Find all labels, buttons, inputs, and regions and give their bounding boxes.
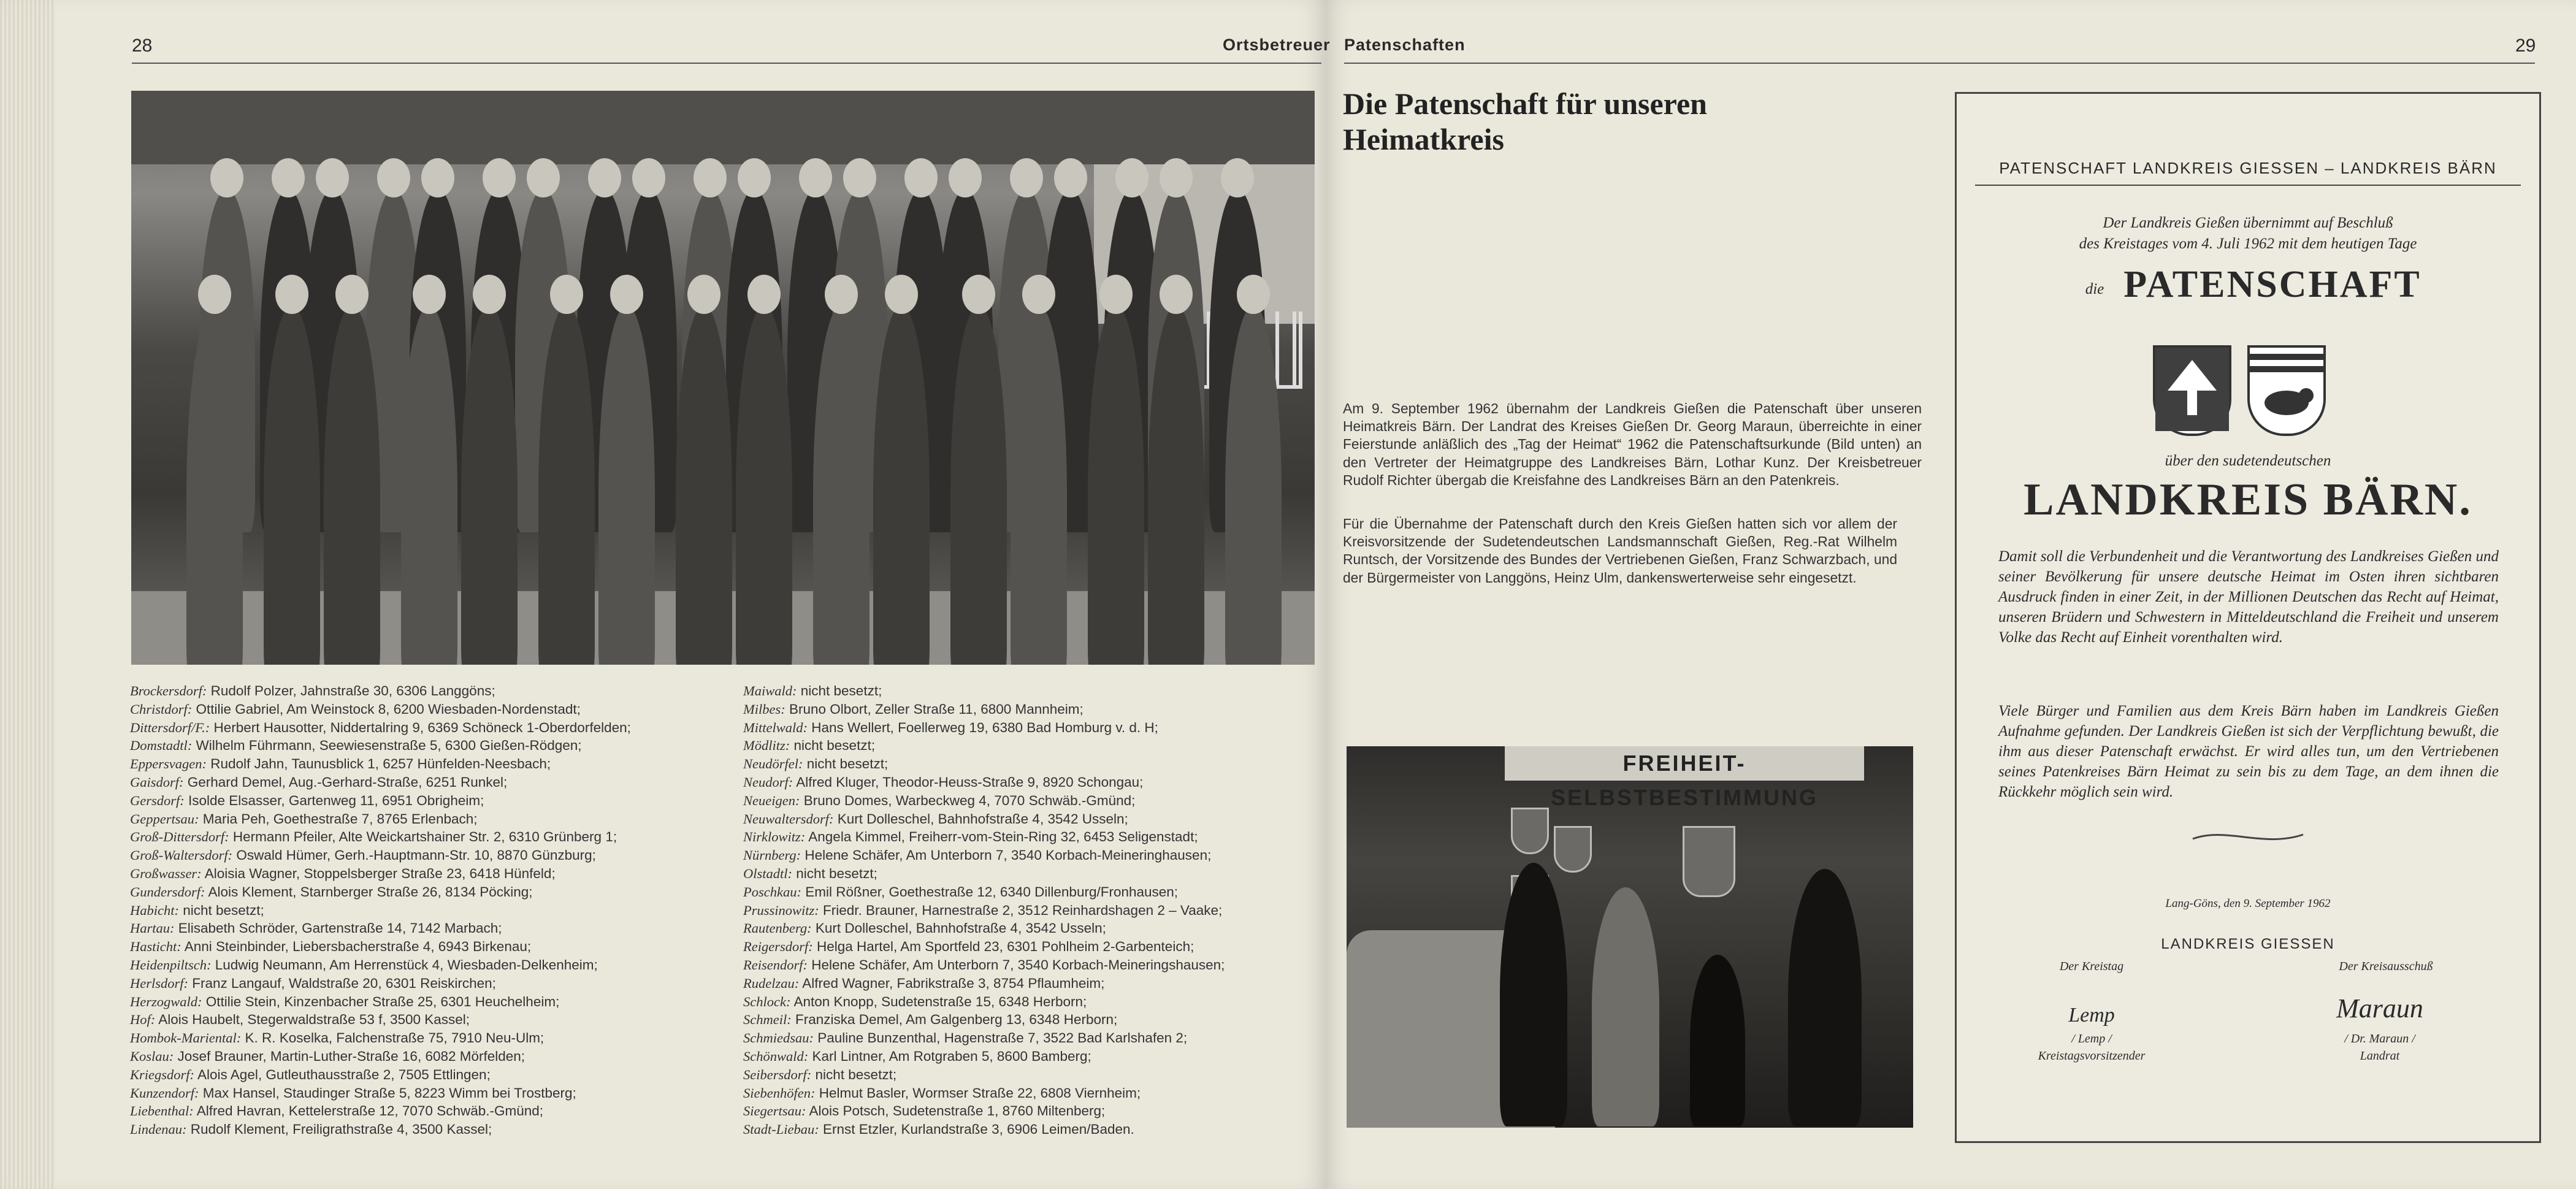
caption-entry <box>130 792 631 810</box>
left-signatory-role: Der Kreistag <box>2059 960 2124 973</box>
caption-text: Hermann Pfeiler, Alte Weickartshainer Str. 2, 6310 Grünberg 1; <box>229 829 617 845</box>
caption-text: Alois Agel, Gutleuthausstraße 2, 7505 Ettlingen; <box>194 1066 491 1082</box>
caption-text: Alois Potsch, Sudetenstraße 1, 8760 Miltenberg; <box>806 1103 1106 1119</box>
caption-text: Rudolf Klement, Freiligrathstraße 4, 3500 Kassel; <box>186 1122 492 1137</box>
photo-person-head <box>316 158 349 197</box>
caption-text: Helga Hartel, Am Sportfeld 23, 6301 Pohlheim 2-Garbenteich; <box>812 939 1194 955</box>
photo-person <box>324 305 380 665</box>
caption-text: Elisabeth Schröder, Gartenstraße 14, 7142 Marbach; <box>174 920 502 936</box>
page-number-right: 29 <box>2515 36 2536 56</box>
certificate-line-2: des Kreistages vom 4. Juli 1962 mit dem heutigen Tage <box>2079 235 2417 252</box>
caption-place: Gaisdorf: <box>130 774 184 790</box>
caption-text: Franz Langauf, Waldstraße 20, 6301 Reiskirchen; <box>188 975 496 991</box>
caption-place: Mittelwald: <box>743 719 808 735</box>
caption-entry <box>130 974 631 993</box>
caption-place: Gundersdorf: <box>130 884 205 900</box>
caption-text: Angela Kimmel, Freiherr-vom-Stein-Ring 32, 6453 Seligenstadt; <box>805 829 1198 845</box>
caption-text: Isolde Elsasser, Gartenweg 11, 6951 Obrigheim; <box>184 792 484 808</box>
caption-text: Hans Wellert, Foellerweg 19, 6380 Bad Homburg v. d. H; <box>808 719 1158 735</box>
caption-entry <box>743 956 1225 974</box>
caption-place: Heidenpiltsch: <box>130 957 212 973</box>
caption-place: Rautenberg: <box>743 920 812 936</box>
standing-figure <box>1788 869 1862 1126</box>
right-signatory-name: / Dr. Maraun / <box>2344 1032 2415 1046</box>
certificate-patenschaft: PATENSCHAFT <box>2123 264 2421 305</box>
caption-text: Helmut Basler, Wormser Straße 22, 6808 Viernheim; <box>815 1085 1141 1101</box>
left-signatory-title: Kreistagsvorsitzender <box>2038 1049 2146 1063</box>
photo-person <box>538 305 595 665</box>
caption-text: Franziska Demel, Am Galgenberg 13, 6348 Herborn; <box>791 1012 1118 1028</box>
certificate-paragraph-2: Viele Bürger und Familien aus dem Kreis Bärn haben im Landkreis Gießen Aufnahme gefunden. Der Landkreis Gießen ist sich der Verpflichtung bewußt, die ihm aus dieser Patenschaft erwächst. Er wird alles tun, um den Vertriebenen seines Patenkreises Bärn Heimat zu sein bis zu dem Tage, an dem ihnen die Rückkehr möglich sein wird. <box>1998 703 2499 800</box>
photo-person-head <box>1160 275 1193 314</box>
caption-place: Dittersdorf/F.: <box>130 719 210 735</box>
caption-text: Wilhelm Führmann, Seewiesenstraße 5, 6300 Gießen-Rödgen; <box>192 738 582 754</box>
photo-person <box>676 305 732 665</box>
photo-person <box>401 305 457 665</box>
caption-entry <box>130 938 631 956</box>
certificate-die: die <box>2085 281 2104 297</box>
photo-person-head <box>377 158 410 197</box>
baern-crest-icon <box>2247 345 2326 436</box>
caption-place: Hartau: <box>130 920 175 936</box>
caption-entry <box>743 883 1225 901</box>
certificate-paragraph-1: Damit soll die Verbundenheit und die Verantwortung des Landkreises Gießen und seiner Bevölkerung für unsere deutsche Heimat im Osten ihren sichtbaren Ausdruck finden in einer Zeit, in der Millionen Deutschen das Recht auf Heimat, unseren Brüdern und Schwestern in Mitteldeutschland die Freiheit und unserem Volke das Recht auf Einheit vorenthalten wird. <box>1998 548 2499 646</box>
caption-text: Alois Klement, Starnberger Straße 26, 8134 Pöcking; <box>205 884 533 900</box>
photo-person-head <box>1237 275 1270 314</box>
photo-person-head <box>687 275 720 314</box>
photo-person-head <box>473 275 506 314</box>
caption-text: Rudolf Jahn, Taunusblick 1, 6257 Hünfelden-Neesbach; <box>206 756 551 772</box>
photo-person-head <box>210 158 243 197</box>
photo-person-head <box>275 275 308 314</box>
caption-entry <box>743 1047 1225 1066</box>
photo-person <box>813 305 869 665</box>
caption-entry <box>130 755 631 773</box>
photo-banner: FREIHEIT-SELBSTBESTIMMUNG <box>1505 746 1864 781</box>
caption-text: Bruno Domes, Warbeckweg 4, 7070 Schwäb.-Gmünd; <box>800 792 1136 808</box>
caption-entry <box>130 682 631 700</box>
certificate-rule <box>1975 185 2521 186</box>
caption-place: Nirklowitz: <box>743 829 806 845</box>
photo-person-head <box>843 158 876 197</box>
caption-entry <box>130 1102 631 1120</box>
caption-text: Ottilie Stein, Kinzenbacher Straße 25, 6301 Heuchelheim; <box>202 993 560 1009</box>
caption-place: Seibersdorf: <box>743 1066 812 1082</box>
caption-entry <box>743 792 1225 810</box>
left-signature: Lemp <box>2068 1004 2115 1027</box>
caption-text: Kurt Dolleschel, Bahnhofstraße 4, 3542 Usseln; <box>811 920 1106 936</box>
caption-place: Schmeil: <box>743 1012 792 1028</box>
flourish-icon <box>2190 824 2306 848</box>
caption-text: Alfred Havran, Kettelerstraße 12, 7070 Schwäb.-Gmünd; <box>193 1103 544 1119</box>
caption-entry <box>130 1066 631 1084</box>
photo-person <box>1148 305 1204 665</box>
caption-place: Schlock: <box>743 993 791 1009</box>
caption-text: nicht besetzt; <box>178 902 264 918</box>
caption-place: Rudelzau: <box>743 975 800 991</box>
caption-entry <box>743 919 1225 938</box>
caption-text: Oswald Hümer, Gerh.-Hauptmann-Str. 10, 8870 Günzburg; <box>232 847 596 863</box>
photo-person <box>736 305 792 665</box>
article-title: Die Patenschaft für unseren Heimatkreis <box>1343 86 1707 156</box>
caption-place: Reigersdorf: <box>743 939 813 955</box>
photo-person <box>1088 305 1144 665</box>
caption-place: Brockersdorf: <box>130 683 207 698</box>
photo-person-head <box>949 158 982 197</box>
photo-person <box>264 305 320 665</box>
photo-person-head <box>335 275 369 314</box>
caption-text: K. R. Koselka, Falchenstraße 75, 7910 Neu-Ulm; <box>241 1030 545 1046</box>
caption-place: Herzogwald: <box>130 993 202 1009</box>
caption-entry <box>130 719 631 737</box>
caption-text: Maria Peh, Goethestraße 7, 8765 Erlenbach; <box>199 811 478 827</box>
caption-place: Kriegsdorf: <box>130 1066 195 1082</box>
photo-person-head <box>588 158 621 197</box>
wall-shield-icon <box>1683 826 1735 897</box>
standing-figure <box>1592 887 1659 1126</box>
caption-entry <box>743 938 1225 956</box>
caption-entry <box>743 1084 1225 1103</box>
caption-text: Anni Steinbinder, Liebersbacherstraße 4, 6943 Birkenau; <box>181 939 532 955</box>
caption-text: Emil Rößner, Goethestraße 12, 6340 Dillenburg/Fronhausen; <box>801 884 1179 900</box>
photo-person <box>873 305 930 665</box>
left-signatory-name: / Lemp / <box>2071 1032 2112 1046</box>
caption-entry <box>743 682 1225 700</box>
photo-person <box>950 305 1007 665</box>
caption-place: Christdorf: <box>130 701 193 717</box>
photo-person-head <box>799 158 832 197</box>
caption-place: Neudorf: <box>743 774 793 790</box>
caption-place: Neueigen: <box>743 792 800 808</box>
caption-entry <box>743 901 1225 920</box>
photo-person-head <box>632 158 665 197</box>
caption-place: Nürnberg: <box>743 847 801 863</box>
caption-entry <box>130 773 631 792</box>
caption-entry <box>130 1011 631 1029</box>
photo-person-head <box>694 158 727 197</box>
caption-text: Ludwig Neumann, Am Herrenstück 4, Wiesbaden-Delkenheim; <box>211 957 598 973</box>
caption-text: Helene Schäfer, Am Unterborn 7, 3540 Korbach-Meineringshausen; <box>807 957 1225 973</box>
photo-person <box>1225 305 1282 665</box>
caption-place: Siegertsau: <box>743 1103 806 1119</box>
caption-text: Anton Knopp, Sudetenstraße 15, 6348 Herborn; <box>790 993 1087 1009</box>
photo-person-head <box>413 275 446 314</box>
caption-text: Ottilie Gabriel, Am Weinstock 8, 6200 Wiesbaden-Nordenstadt; <box>192 701 581 717</box>
caption-entry <box>743 846 1225 865</box>
certificate-authority: LANDKREIS GIESSEN <box>2161 936 2335 952</box>
photo-person-head <box>421 158 454 197</box>
header-rule-right <box>1344 63 2535 64</box>
caption-entry <box>743 736 1225 755</box>
caption-text: Max Hansel, Staudinger Straße 5, 8223 Wimm bei Trostberg; <box>199 1085 576 1101</box>
photo-person-head <box>1115 158 1148 197</box>
caption-entry <box>743 719 1225 737</box>
caption-place: Hasticht: <box>130 939 182 955</box>
caption-entry <box>743 993 1225 1011</box>
caption-place: Lindenau: <box>130 1122 187 1137</box>
caption-entry <box>130 810 631 828</box>
caption-entry <box>743 773 1225 792</box>
header-rule-left <box>132 63 1321 64</box>
caption-text: Alois Haubelt, Stegerwaldstraße 53 f, 3500 Kassel; <box>155 1012 470 1028</box>
caption-place: Gersdorf: <box>130 792 185 808</box>
caption-text: Pauline Bunzenthal, Hagenstraße 7, 3522 Bad Karlshafen 2; <box>813 1030 1188 1046</box>
caption-place: Großwasser: <box>130 865 202 881</box>
caption-text: nicht besetzt; <box>790 738 876 754</box>
caption-place: Reisendorf: <box>743 957 808 973</box>
photo-person-head <box>527 158 560 197</box>
caption-place: Mödlitz: <box>743 738 790 754</box>
photo-person-head <box>610 275 643 314</box>
caption-entry <box>130 1047 631 1066</box>
photo-person-head <box>1160 158 1193 197</box>
photo-person-head <box>1221 158 1254 197</box>
caption-entry <box>130 919 631 938</box>
article-paragraph-1: Am 9. September 1962 übernahm der Landkreis Gießen die Patenschaft über unseren Heimatkreis Bärn. Der Landrat des Kreises Gießen Dr. Georg Maraun, überreichte in einer Feierstunde anläßlich des „Tag der Heimat“ 1962 die Patenschaftsurkunde (Bild unten) an den Vertreter der Heimatgruppe des Landkreises Bärn, Lothar Kunz. Der Kreisbetreuer Rudolf Richter übergab die Kreisfahne des Landkreises Bärn an den Patenkreis. <box>1343 400 1922 488</box>
caption-entry <box>743 1029 1225 1047</box>
page-edges <box>0 0 55 1189</box>
wall-shield-icon <box>1511 808 1549 854</box>
caption-entry <box>743 700 1225 719</box>
caption-text: Herbert Hausotter, Niddertalring 9, 6369 Schöneck 1-Oberdorfelden; <box>210 719 631 735</box>
certificate-line-1: Der Landkreis Gießen übernimmt auf Beschluß <box>2103 215 2393 231</box>
caption-text: Karl Lintner, Am Rotgraben 5, 8600 Bamberg; <box>808 1048 1091 1064</box>
photo-person-head <box>1010 158 1043 197</box>
right-signature: Maraun <box>2336 993 2423 1023</box>
caption-place: Domstadtl: <box>130 738 193 754</box>
caption-place: Olstadtl: <box>743 865 793 881</box>
photo-person-head <box>1022 275 1055 314</box>
caption-place: Schönwald: <box>743 1048 809 1064</box>
caption-text: Alfred Kluger, Theodor-Heuss-Straße 9, 8920 Schongau; <box>793 774 1144 790</box>
photo-person-head <box>738 158 771 197</box>
caption-entry <box>130 865 631 883</box>
caption-entry <box>743 1102 1225 1120</box>
caption-column-2 <box>743 682 1225 1139</box>
photo-person-head <box>885 275 918 314</box>
group-photo <box>131 91 1315 665</box>
caption-entry <box>743 810 1225 828</box>
certificate-header: PATENSCHAFT LANDKREIS GIESSEN – LANDKREIS BÄRN <box>1999 159 2497 177</box>
right-signatory-role: Der Kreisausschuß <box>2339 960 2433 973</box>
caption-place: Geppertsau: <box>130 811 199 827</box>
caption-entry <box>743 755 1225 773</box>
caption-place: Koslau: <box>130 1048 174 1064</box>
caption-entry <box>743 974 1225 993</box>
caption-column-1 <box>130 682 631 1139</box>
caption-text: Ernst Etzler, Kurlandstraße 3, 6906 Leimen/Baden. <box>819 1122 1134 1137</box>
photo-person-head <box>550 275 583 314</box>
caption-text: Rudolf Polzer, Jahnstraße 30, 6306 Langgöns; <box>207 683 495 698</box>
giessen-crest-icon <box>2153 345 2231 436</box>
caption-text: Friedr. Brauner, Harnestraße 2, 3512 Reinhardshagen 2 – Vaake; <box>819 902 1223 918</box>
certificate-landkreis-baern: LANDKREIS BÄRN. <box>2024 475 2472 525</box>
caption-entry <box>130 1029 631 1047</box>
caption-place: Stadt-Liebau: <box>743 1122 819 1137</box>
caption-text: nicht besetzt; <box>803 756 889 772</box>
caption-entry <box>743 1120 1225 1139</box>
caption-place: Habicht: <box>130 902 179 918</box>
photo-person-head <box>962 275 995 314</box>
caption-entry <box>130 846 631 865</box>
caption-entry <box>130 901 631 920</box>
caption-entry <box>743 865 1225 883</box>
caption-entry <box>743 1011 1225 1029</box>
certificate-place-date: Lang-Göns, den 9. September 1962 <box>2165 897 2331 910</box>
caption-entry <box>130 1120 631 1139</box>
photo-person <box>1011 305 1067 665</box>
speaker-figure <box>1500 863 1567 1126</box>
photo-person <box>186 305 243 665</box>
caption-place: Groß-Dittersdorf: <box>130 829 229 845</box>
caption-entry <box>130 700 631 719</box>
caption-entry <box>130 828 631 846</box>
caption-place: Hof: <box>130 1012 156 1028</box>
caption-entry <box>130 956 631 974</box>
caption-place: Milbes: <box>743 701 785 717</box>
photo-person-head <box>1054 158 1087 197</box>
caption-text: Kurt Dolleschel, Bahnhofstraße 4, 3542 Usseln; <box>833 811 1128 827</box>
photo-person-head <box>747 275 781 314</box>
caption-place: Schmiedsau: <box>743 1030 814 1046</box>
caption-place: Liebenthal: <box>130 1103 194 1119</box>
page-number-left: 28 <box>132 36 153 56</box>
photo-person-head <box>904 158 938 197</box>
photo-person-head <box>272 158 305 197</box>
caption-place: Neuwaltersdorf: <box>743 811 834 827</box>
photo-person-head <box>198 275 231 314</box>
photo-person <box>461 305 518 665</box>
caption-text: Gerhard Demel, Aug.-Gerhard-Straße, 6251 Runkel; <box>183 774 508 790</box>
running-head-left: Ortsbetreuer <box>1223 36 1331 54</box>
photo-person <box>598 305 655 665</box>
ceremony-photo <box>1347 746 1913 1128</box>
caption-entry <box>130 993 631 1011</box>
caption-entry <box>130 883 631 901</box>
caption-place: Groß-Waltersdorf: <box>130 847 233 863</box>
caption-entry <box>130 1084 631 1103</box>
caption-place: Maiwald: <box>743 683 797 698</box>
caption-place: Siebenhöfen: <box>743 1085 816 1101</box>
photo-person-head <box>483 158 516 197</box>
photo-person-head <box>1099 275 1133 314</box>
right-signatory-title: Landrat <box>2360 1049 2400 1063</box>
caption-place: Eppersvagen: <box>130 756 207 772</box>
photo-roof <box>131 91 1315 164</box>
caption-entry <box>743 1066 1225 1084</box>
caption-text: Bruno Olbort, Zeller Straße 11, 6800 Mannheim; <box>785 701 1084 717</box>
caption-text: nicht besetzt; <box>792 865 877 881</box>
caption-place: Poschkau: <box>743 884 801 900</box>
caption-text: nicht besetzt; <box>797 683 882 698</box>
caption-text: Josef Brauner, Martin-Luther-Straße 16, 6082 Mörfelden; <box>174 1048 526 1064</box>
patenschaft-certificate <box>1955 92 2541 1143</box>
caption-entry <box>130 736 631 755</box>
caption-place: Neudörfel: <box>743 756 803 772</box>
seated-figure <box>1690 955 1745 1126</box>
certificate-ueber: über den sudetendeutschen <box>2165 453 2331 469</box>
caption-place: Kunzendorf: <box>130 1085 199 1101</box>
caption-text: Alfred Wagner, Fabrikstraße 3, 8754 Pflaumheim; <box>799 975 1105 991</box>
caption-place: Prussinowitz: <box>743 902 819 918</box>
running-head-right: Patenschaften <box>1344 36 1466 54</box>
photo-person-head <box>825 275 858 314</box>
caption-place: Hombok-Mariental: <box>130 1030 242 1046</box>
caption-place: Herlsdorf: <box>130 975 188 991</box>
caption-text: Helene Schäfer, Am Unterborn 7, 3540 Korbach-Meineringhausen; <box>801 847 1212 863</box>
wall-shield-icon <box>1554 826 1592 873</box>
article-paragraph-2: Für die Übernahme der Patenschaft durch den Kreis Gießen hatten sich vor allem der Kreisvorsitzende der Sudetendeutschen Landsmannschaft Gießen, Reg.-Rat Wilhelm Runtsch, der Vorsitzende des Bundes der Vertriebenen Gießen, Franz Schwarzbach, und der Bürgermeister von Langgöns, Heinz Ulm, dankenswerterweise sehr eingesetzt. <box>1343 516 1897 586</box>
caption-text: Aloisia Wagner, Stoppelsberger Straße 23, 6418 Hünfeld; <box>201 865 556 881</box>
caption-entry <box>743 828 1225 846</box>
caption-text: nicht besetzt; <box>811 1066 897 1082</box>
